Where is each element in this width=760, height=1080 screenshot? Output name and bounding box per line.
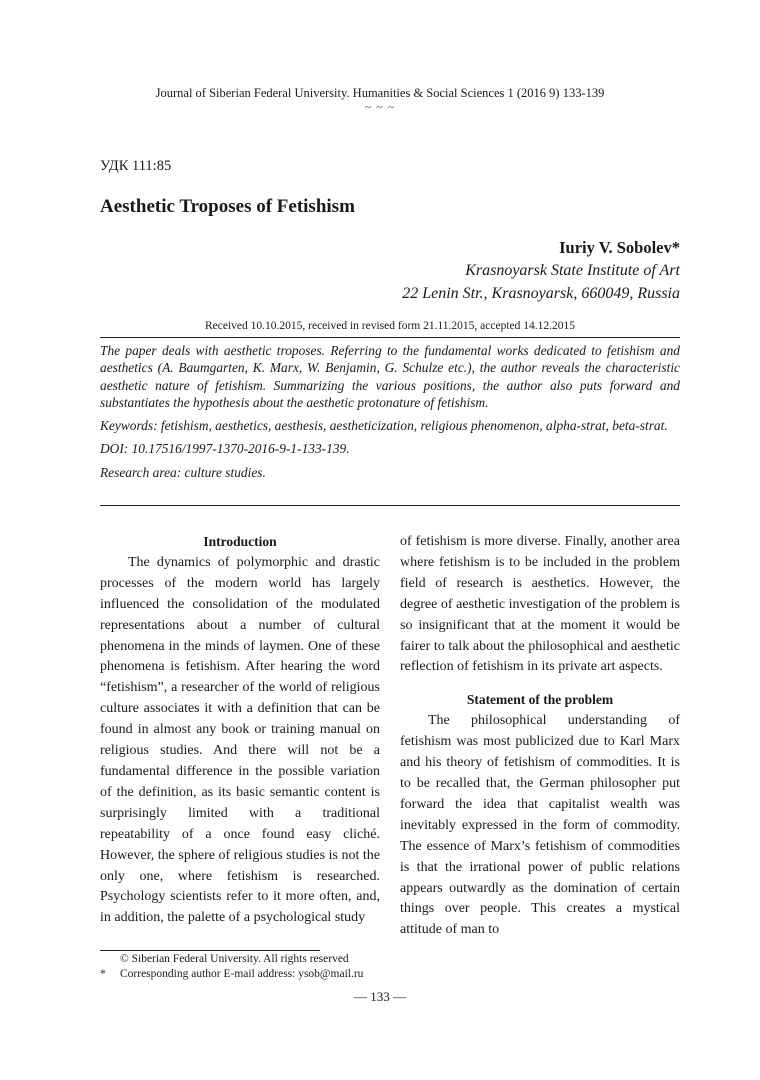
abstract-top-rule: [100, 337, 680, 338]
intro-continuation: of fetishism is more diverse. Finally, another area where fetishism is to be included in the problem field of research is aesthetics. However, the degree of aesthetic investigation of the problem is so insignificant that at the moment it would be fairer to talk about the philosophical and aesthetic reflection of fetishism in its private art aspects.: [400, 534, 680, 675]
journal-header: Journal of Siberian Federal University. Humanities & Social Sciences 1 (2016 9) 133-139: [155, 86, 605, 100]
author-name: Iuriy V. Sobolev*: [559, 238, 680, 257]
corresponding-author-email: Corresponding author E-mail address: ysob@mail.ru: [120, 968, 364, 980]
copyright-text: © Siberian Federal University. All rights reserved: [120, 953, 349, 965]
footnote-rule: [100, 950, 320, 951]
footnote-asterisk: *: [100, 968, 106, 980]
abstract-bottom-rule: [100, 505, 680, 506]
section-heading-problem: Statement of the problem: [466, 692, 614, 708]
footnote-copyright: [100, 952, 363, 967]
udk-code: УДК 111:85: [100, 158, 172, 174]
author-address: 22 Lenin Str., Krasnoyarsk, 660049, Russia: [402, 285, 680, 302]
page-number: — 133 —: [354, 989, 406, 1004]
left-column: [100, 532, 380, 929]
abstract-text: The paper deals with aesthetic troposes. Referring to the fundamental works dedicated to fetishism and aesthetics (A. Baumgarten, K. Marx, W. Benjamin, G. Schulze etc.), the author reveals the characteristic aesthetic nature of fetishism. Summarizing the various positions, the author also puts forward and substantiates the hypothesis about the aesthetic protonature of fetishism.: [100, 343, 680, 410]
footnote-corresponding: [100, 967, 363, 982]
header-separator: ~ ~ ~: [364, 100, 396, 114]
author-block: [402, 236, 680, 305]
doi: DOI: 10.17516/1997-1370-2016-9-1-133-139.: [100, 441, 350, 457]
footnotes: [100, 952, 363, 982]
received-dates: Received 10.10.2015, received in revised form 21.11.2015, accepted 14.12.2015: [204, 320, 576, 332]
research-area: Research area: culture studies.: [100, 464, 266, 480]
author-affiliation: Krasnoyarsk State Institute of Art: [465, 262, 680, 279]
keywords: Keywords: fetishism, aesthetics, aesthesis, aestheticization, religious phenomenon, alpha-strat, beta-strat.: [100, 418, 668, 434]
section-heading-introduction: Introduction: [203, 534, 277, 549]
abstract-block: [100, 342, 680, 481]
article-title: Aesthetic Troposes of Fetishism: [100, 196, 355, 217]
footnote-spacer: [100, 952, 120, 967]
intro-paragraph: The dynamics of polymorphic and drastic processes of the modern world has largely influenced the consolidation of the modulated representations about a number of cultural phenomena in the minds of laymen. One of these phenomena is fetishism. After hearing the word “fetishism”, a researcher of the world of religious culture associates it with a definition that can be found in almost any book or training manual on religious studies. And there will not be a fundamental difference in the possible variation of the definition, as its basic semantic content is surprisingly limited with a traditional repeatability of a once found easy cliché. However, the sphere of religious studies is not the only one, where fetishism is researched. Psychology scientists refer to it more often, and, in addition, the palette of a psychological study: [100, 554, 380, 926]
right-column: [400, 532, 680, 941]
problem-paragraph: The philosophical understanding of fetishism was most publicized due to Karl Marx and his theory of fetishism of commodities. It is to be recalled that, the German philosopher put forward the idea that capitalist wealth was inevitably expressed in the form of commodity. The essence of Marx’s fetishism of commodities is that the irrational power of public relations appears outwardly as the domination of certain things over people. This creates a mystical attitude of man to: [400, 713, 680, 938]
